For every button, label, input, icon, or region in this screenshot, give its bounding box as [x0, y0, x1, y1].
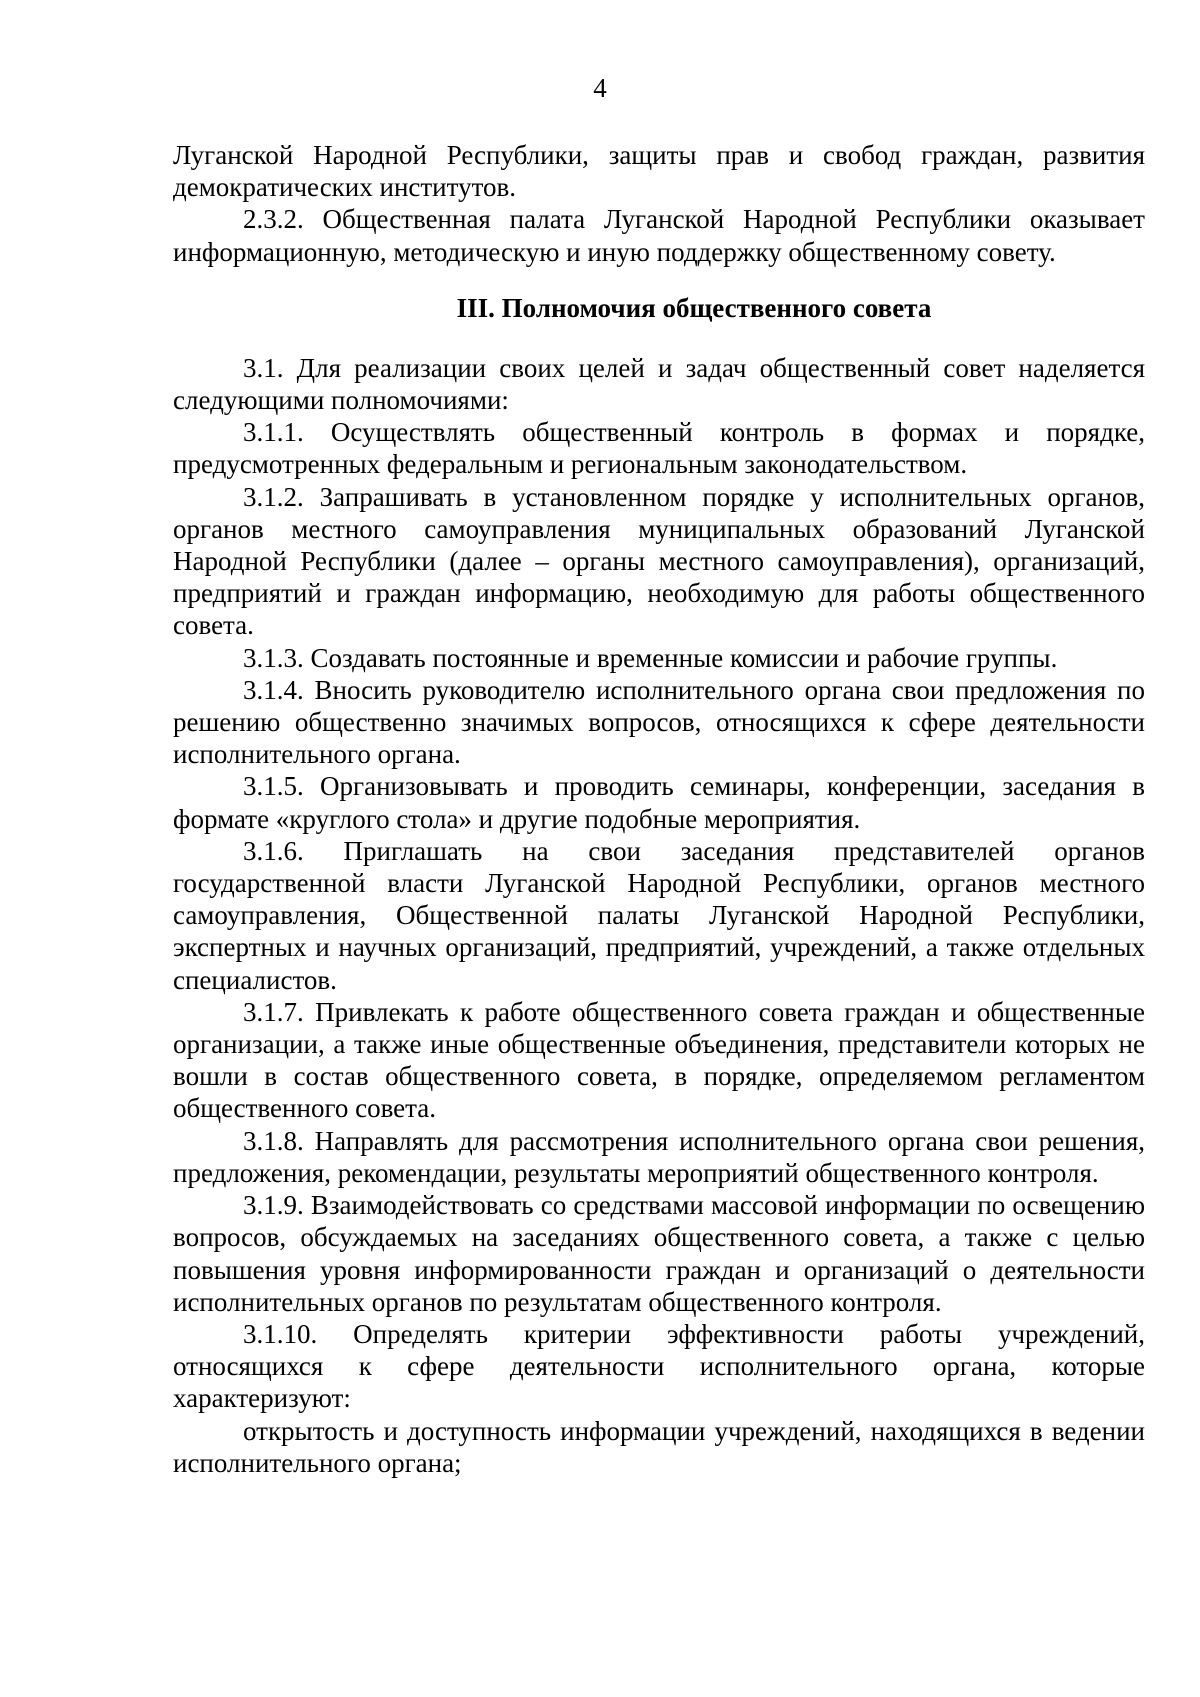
document-body — [173, 139, 1145, 1479]
paragraph-3-1-3: 3.1.3. Создавать постоянные и временные комиссии и рабочие группы. — [243, 642, 1058, 673]
paragraph-3-1-9: 3.1.9. Взаимодействовать со средствами массовой информации по освещению вопросов, обсуждаемых на заседаниях общественного совета, а также с целью повышения уровня информированности граждан и организаций о деятельности исполнительных органов по результатам общественного контроля. — [173, 1190, 1145, 1317]
page-number: 4 — [593, 73, 607, 103]
paragraph-3-1-10: 3.1.10. Определять критерии эффективности работы учреждений, относящихся к сфере деятельности исполнительного органа, которые характеризуют: — [173, 1318, 1145, 1414]
paragraph-continuation: Луганской Народной Республики, защиты прав и свобод граждан, развития демократических институтов. — [173, 140, 1145, 203]
paragraph-3-1-1: 3.1.1. Осуществлять общественный контроль в формах и порядке, предусмотренных федеральным и региональным законодательством. — [173, 417, 1145, 480]
paragraph-3-1-7: 3.1.7. Привлекать к работе общественного совета граждан и общественные организации, а также иные общественные объединения, представители которых не вошли в состав общественного совета, в порядке, определяемом регламентом общественного совета. — [173, 996, 1145, 1124]
paragraph-3-1-2: 3.1.2. Запрашивать в установленном порядке у исполнительных органов, органов местного самоуправления муниципальных образований Луганской Народной Республики (далее – органы местного самоуправления), организаций, предприятий и граждан информацию, необходимую для работы общественного совета. — [173, 481, 1145, 641]
paragraph-3-1-4: 3.1.4. Вносить руководителю исполнительного органа свои предложения по решению общественно значимых вопросов, относящихся к сфере деятельности исполнительного органа. — [173, 674, 1145, 770]
paragraph-3-1-8: 3.1.8. Направлять для рассмотрения исполнительного органа свои решения, предложения, рекомендации, результаты мероприятий общественного контроля. — [173, 1125, 1145, 1188]
paragraph-criteria-item: открытость и доступность информации учреждений, находящихся в ведении исполнительного органа; — [173, 1415, 1145, 1478]
section-heading: III. Полномочия общественного совета — [456, 292, 932, 323]
paragraph-3-1-6: 3.1.6. Приглашать на свои заседания представителей органов государственной власти Луганской Народной Республики, органов местного самоуправления, Общественной палаты Луганской Народной Республики, экспертных и научных организаций, предприятий, учреждений, а также отдельных специалистов. — [173, 835, 1145, 995]
paragraph-2-3-2: 2.3.2. Общественная палата Луганской Народной Республики оказывает информационную, методическую и иную поддержку общественному совету. — [173, 204, 1145, 267]
paragraph-3-1-5: 3.1.5. Организовывать и проводить семинары, конференции, заседания в формате «круглого стола» и другие подобные мероприятия. — [173, 771, 1145, 834]
paragraph-3-1: 3.1. Для реализации своих целей и задач общественный совет наделяется следующими полномочиями: — [173, 352, 1145, 416]
